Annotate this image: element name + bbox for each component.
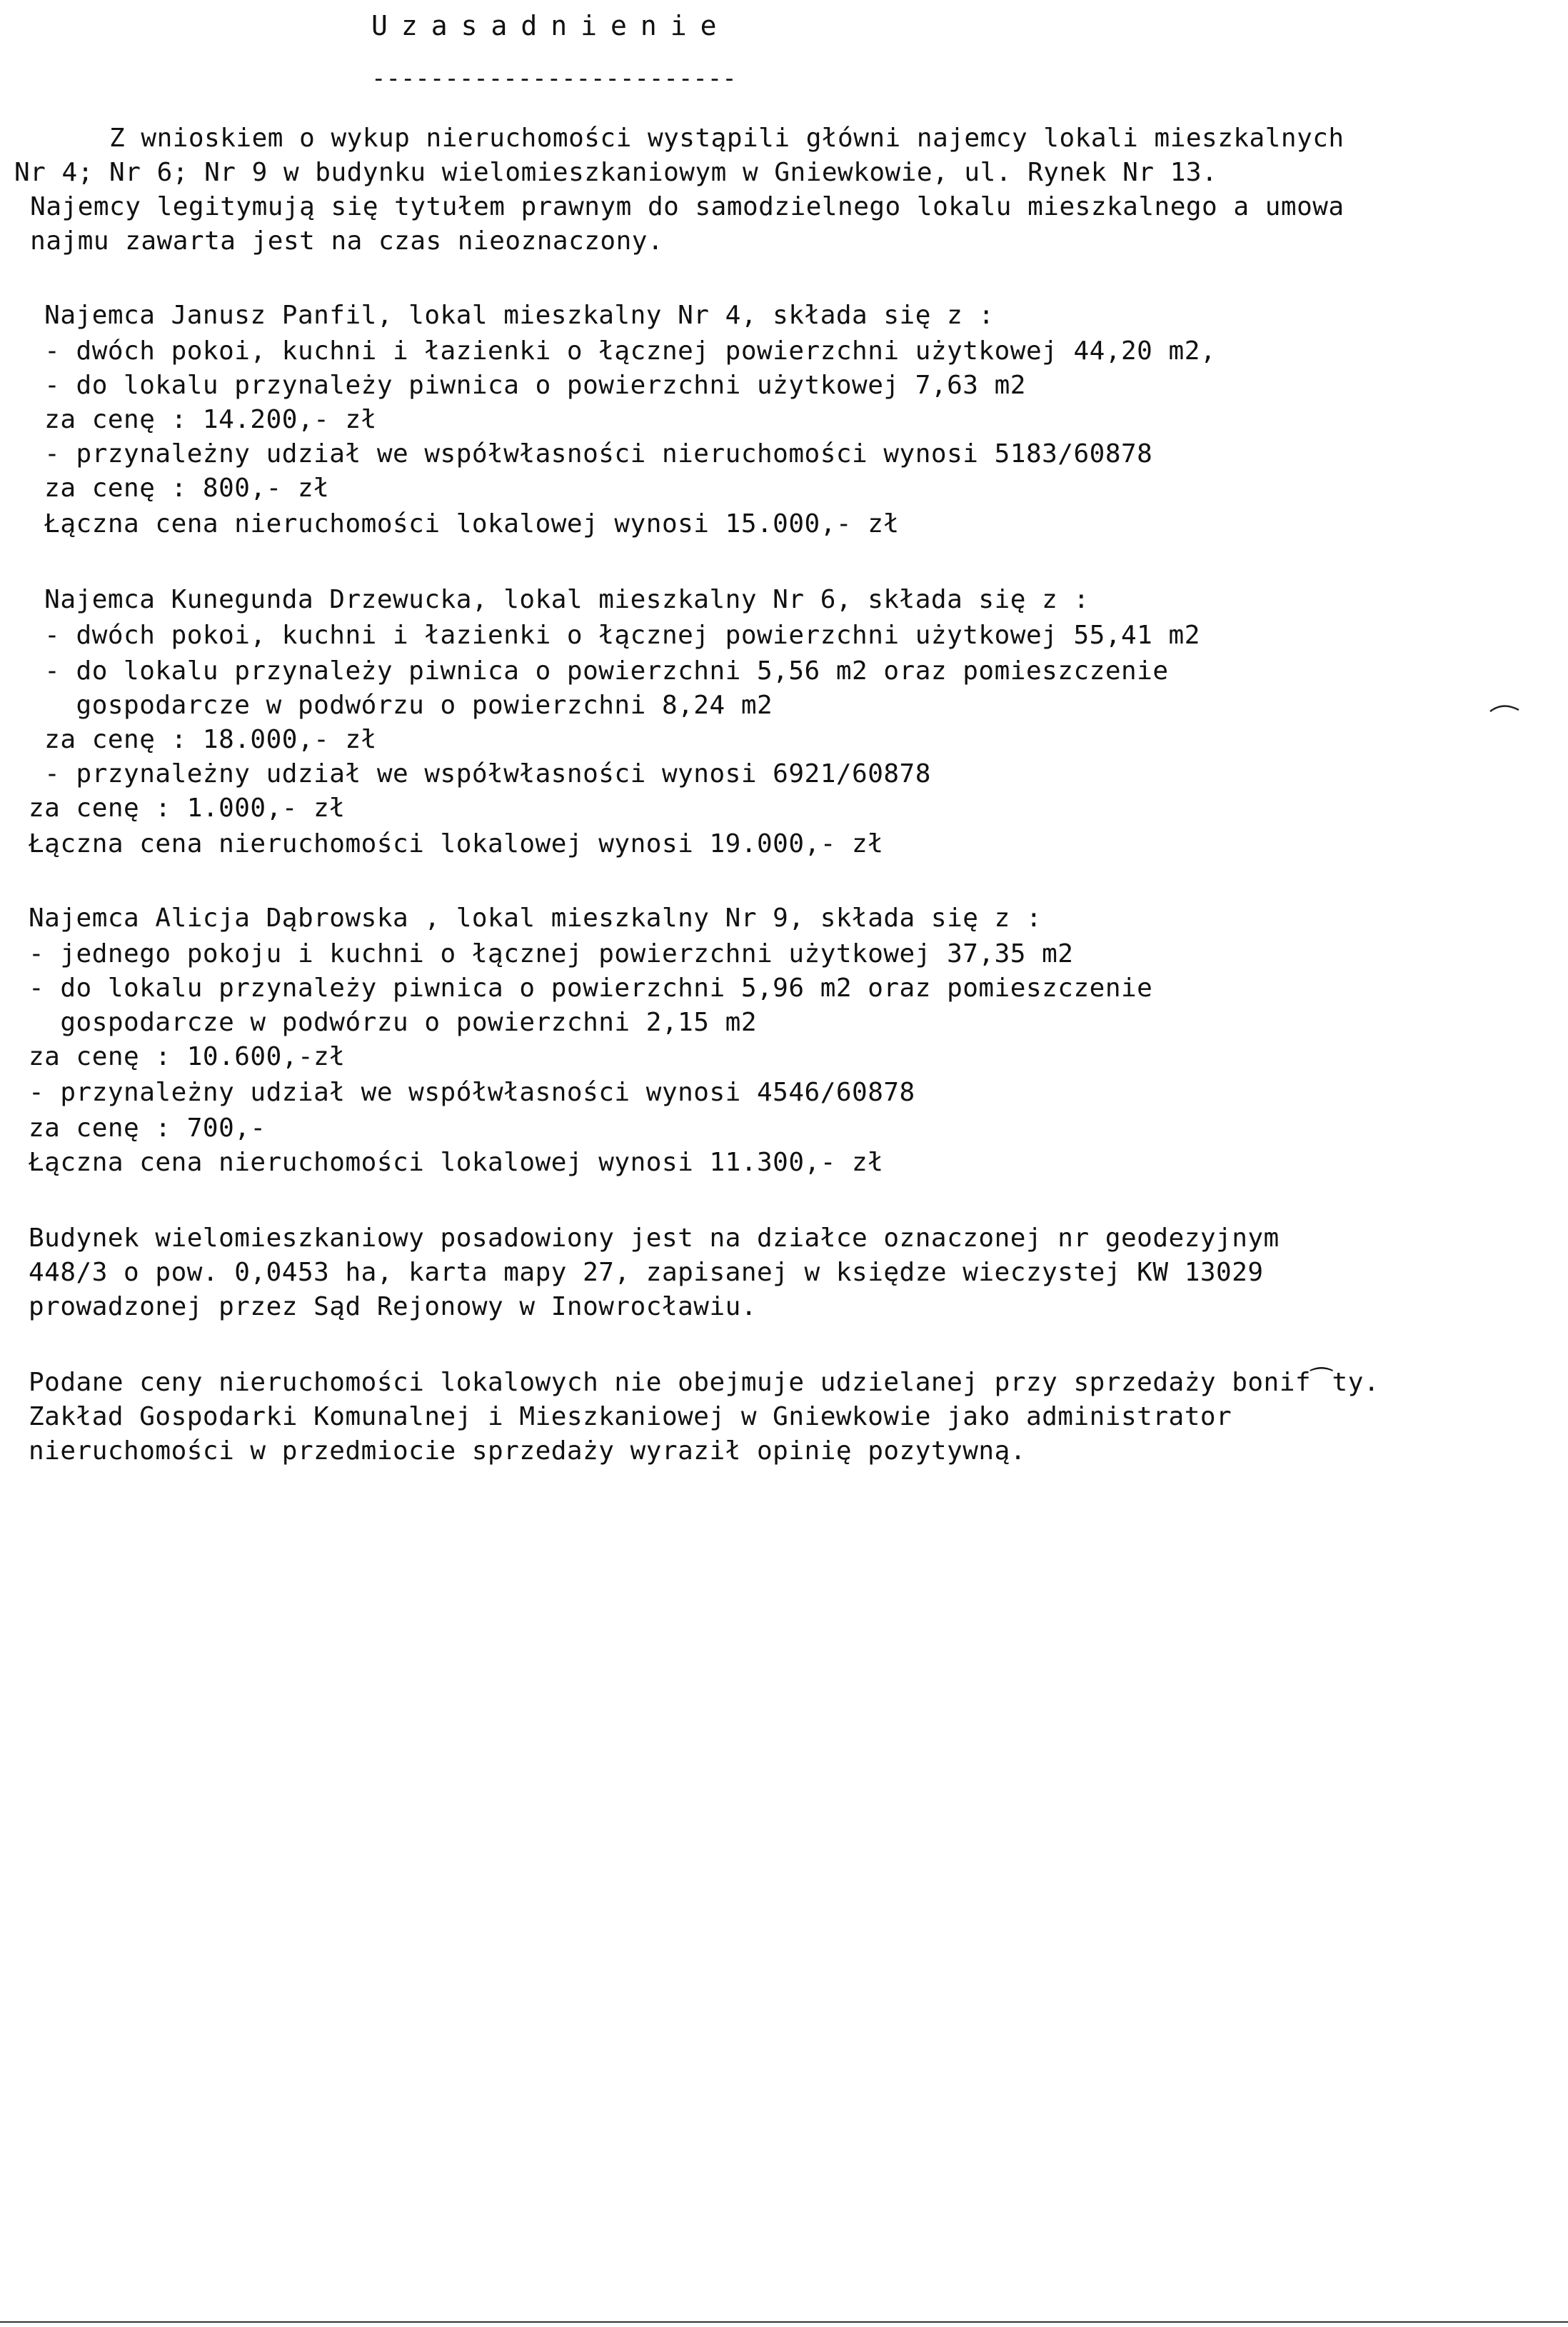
tenant2-line-7: za cenę : 1.000,- zł (29, 794, 346, 823)
tenant2-line-5: za cenę : 18.000,- zł (29, 725, 377, 754)
building-line-1: Budynek wielomieszkaniowy posadowiony jest na działce oznaczonej nr geodezyjnym (29, 1223, 1280, 1253)
tenant1-line-6: za cenę : 800,- zł (29, 474, 330, 503)
tenant3-line-5: za cenę : 10.600,-zł (29, 1042, 346, 1071)
tenant2-line-1: Najemca Kunegunda Drzewucka, lokal mieszkalny Nr 6, składa się z : (29, 585, 1090, 614)
tenant3-line-1: Najemca Alicja Dąbrowska , lokal mieszkalny Nr 9, składa się z : (29, 904, 1042, 933)
tenant2-line-3: - do lokalu przynależy piwnica o powierzchni 5,56 m2 oraz pomieszczenie (29, 656, 1169, 686)
tenant1-line-2: - dwóch pokoi, kuchni i łazienki o łącznej powierzchni użytkowej 44,20 m2, (29, 336, 1217, 366)
closing-line-3: nieruchomości w przedmiocie sprzedaży wyraził opinię pozytywną. (29, 1436, 1026, 1466)
intro-line-3: Najemcy legitymują się tytułem prawnym do samodzielnego lokalu mieszkalnego a umowa (14, 192, 1345, 221)
bottom-page-rule (0, 2321, 1568, 2323)
tenant1-line-3: - do lokalu przynależy piwnica o powierzchni użytkowej 7,63 m2 (29, 371, 1026, 400)
tenant3-line-6: - przynależny udział we współwłasności wynosi 4546/60878 (29, 1078, 915, 1107)
closing-line-1: Podane ceny nieruchomości lokalowych nie obejmuje udzielanej przy sprzedaży bonif⁀ty. (29, 1368, 1380, 1397)
tenant2-line-6: - przynależny udział we współwłasności wynosi 6921/60878 (29, 759, 931, 789)
building-line-3: prowadzonej przez Sąd Rejonowy w Inowrocławiu. (29, 1292, 757, 1321)
closing-line-2: Zakład Gospodarki Komunalnej i Mieszkaniowej w Gniewkowie jako administrator (29, 1402, 1232, 1431)
title-underline: ------------------------- (371, 64, 737, 93)
tenant3-line-4: gospodarcze w podwórzu o powierzchni 2,15 m2 (29, 1008, 757, 1037)
tenant1-line-1: Najemca Janusz Panfil, lokal mieszkalny Nr 4, składa się z : (29, 301, 995, 330)
tenant2-line-2: - dwóch pokoi, kuchni i łazienki o łącznej powierzchni użytkowej 55,41 m2 (29, 621, 1200, 650)
tenant2-line-8: Łączna cena nieruchomości lokalowej wynosi 19.000,- zł (29, 829, 884, 859)
tenant1-line-4: za cenę : 14.200,- zł (29, 405, 377, 434)
building-line-2: 448/3 o pow. 0,0453 ha, karta mapy 27, zapisanej w księdze wieczystej KW 13029 (29, 1258, 1264, 1287)
margin-tick-mark (1489, 700, 1520, 714)
tenant3-line-8: Łączna cena nieruchomości lokalowej wynosi 11.300,- zł (29, 1148, 884, 1177)
tenant3-line-2: - jednego pokoju i kuchni o łącznej powierzchni użytkowej 37,35 m2 (29, 939, 1074, 969)
document-title: Uzasadnienie (371, 10, 730, 41)
tenant3-line-7: za cenę : 700,- (29, 1114, 266, 1143)
tenant1-line-7: Łączna cena nieruchomości lokalowej wynosi 15.000,- zł (29, 509, 900, 539)
intro-line-2: Nr 4; Nr 6; Nr 9 w budynku wielomieszkaniowym w Gniewkowie, ul. Rynek Nr 13. (14, 158, 1218, 187)
intro-line-1: Z wnioskiem o wykup nieruchomości wystąpili główni najemcy lokali mieszkalnych (14, 124, 1345, 153)
tenant2-line-4: gospodarcze w podwórzu o powierzchni 8,24 m2 (29, 691, 773, 720)
tenant3-line-3: - do lokalu przynależy piwnica o powierzchni 5,96 m2 oraz pomieszczenie (29, 974, 1153, 1003)
intro-line-4: najmu zawarta jest na czas nieoznaczony. (14, 226, 664, 256)
tenant1-line-5: - przynależny udział we współwłasności nieruchomości wynosi 5183/60878 (29, 439, 1153, 469)
